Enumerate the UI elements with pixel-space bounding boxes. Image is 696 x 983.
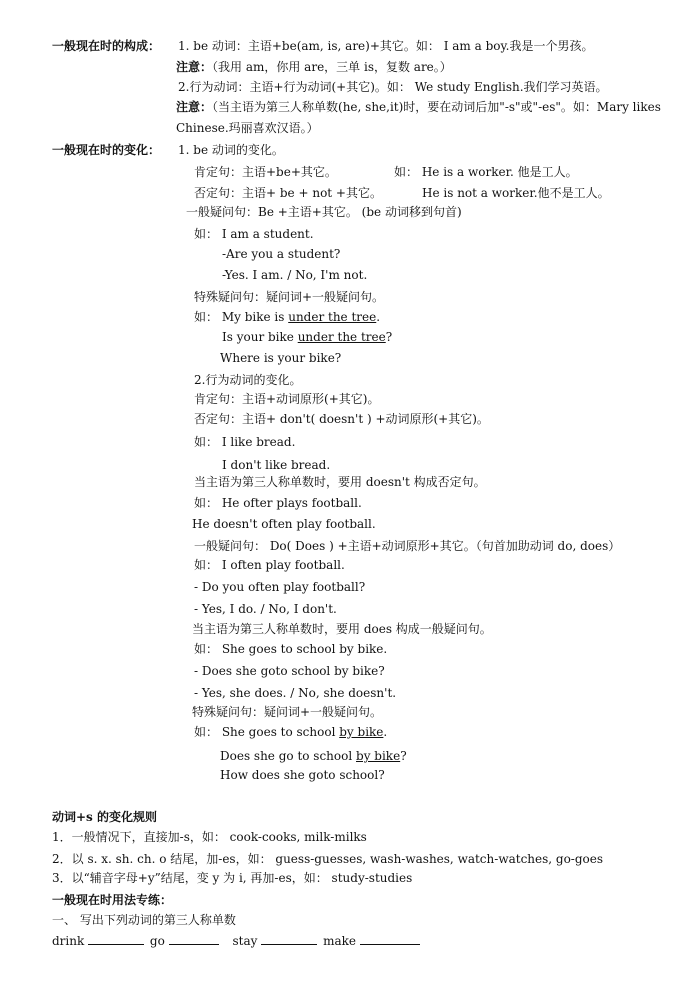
answer-blank[interactable] xyxy=(261,933,317,945)
example-line: Where is your bike? xyxy=(220,351,342,365)
negative-rule: 否定句：主语+ be + not +其它。 xyxy=(194,186,382,200)
example-text: 如： My bike is xyxy=(194,310,289,324)
answer-blank[interactable] xyxy=(360,933,420,945)
yes-no-question-rule: 一般疑问句：Be +主语+其它。 (be 动词移到句首) xyxy=(186,205,462,219)
negative-rule-2: 否定句：主语+ don't( doesn't ) +动词原形(+其它)。 xyxy=(194,412,489,426)
note-line-1 xyxy=(176,59,452,75)
example-line: - Yes, she does. / No, she doesn't. xyxy=(194,686,397,700)
example-line xyxy=(194,724,387,740)
wh-question-rule-2: 特殊疑问句：疑问词+一般疑问句。 xyxy=(192,705,383,719)
example-punct: . xyxy=(383,725,388,739)
example-line: 如： I like bread. xyxy=(194,435,296,449)
exercise-instruction: 一、 写出下列动词的第三人称单数 xyxy=(52,913,236,927)
example-line xyxy=(222,329,392,345)
example-line: - Yes, I do. / No, I don't. xyxy=(194,602,337,616)
example-line: 如： He ofter plays football. xyxy=(194,496,362,510)
note-label: 注意： xyxy=(176,60,213,74)
section-heading-s-rules: 动词+s 的变化规则 xyxy=(52,810,157,824)
section-heading-changes: 一般现在时的变化： xyxy=(52,143,161,157)
exercise-row xyxy=(52,933,420,949)
negative-example: He is not a worker.他不是工人。 xyxy=(422,186,610,200)
example-text: 如： She goes to school xyxy=(194,725,340,739)
wh-question-rule: 特殊疑问句：疑问词+一般疑问句。 xyxy=(194,290,385,304)
answer-blank[interactable] xyxy=(88,933,144,945)
answer-blank[interactable] xyxy=(169,933,219,945)
word-stay: stay xyxy=(232,934,258,948)
section-heading-practice: 一般现在时用法专练： xyxy=(52,893,173,907)
rule-item: 2．以 s. x. sh. ch. o 结尾，加-es，如： guess-guesses, wash-washes, watch-watches, go-goes xyxy=(52,852,604,866)
word-drink: drink xyxy=(52,934,85,948)
example-line: 如： She goes to school by bike. xyxy=(194,642,388,656)
example-line xyxy=(220,748,407,764)
example-line: 如： I often play football. xyxy=(194,558,345,572)
yes-no-question-rule-2: 一般疑问句： Do( Does ) +主语+动词原形+其它。（句首加助动词 do, does） xyxy=(194,539,621,553)
word-make: make xyxy=(323,934,356,948)
underlined-phrase: by bike xyxy=(339,725,384,739)
example-line: - Does she goto school by bike? xyxy=(194,664,385,678)
example-line: -Yes. I am. / No, I'm not. xyxy=(222,268,368,282)
note-line-2-continued: Chinese.玛丽喜欢汉语。） xyxy=(176,121,319,135)
be-verb-change-title: 1. be 动词的变化。 xyxy=(178,143,284,157)
example-punct: ? xyxy=(400,749,407,763)
rule-item: 1．一般情况下，直接加-s，如： cook-cooks, milk-milks xyxy=(52,830,367,844)
example-line: 如： I am a student. xyxy=(194,227,314,241)
example-line: He doesn't often play football. xyxy=(192,517,376,531)
example-punct: . xyxy=(376,310,381,324)
affirmative-example: 如： He is a worker. 他是工人。 xyxy=(394,165,578,179)
underlined-phrase: under the tree xyxy=(297,330,386,344)
third-person-question-note: 当主语为第三人称单数时，要用 does 构成一般疑问句。 xyxy=(192,622,492,636)
action-verb-rule: 2.行为动词：主语+行为动词(+其它)。如： We study English.我们学习英语。 xyxy=(178,80,608,94)
note-text: （当主语为第三人称单数(he, she,it)时，要在动词后加"-s"或"-es"。如：Mary likes xyxy=(212,100,661,114)
underlined-phrase: under the tree xyxy=(288,310,377,324)
example-line: How does she goto school? xyxy=(220,768,385,782)
rule-item: 3．以“辅音字母+y”结尾，变 y 为 i, 再加-es，如： study-studies xyxy=(52,871,413,885)
example-punct: ? xyxy=(385,330,393,344)
note-line-2 xyxy=(176,99,661,115)
note-label: 注意： xyxy=(176,100,213,114)
example-line: I don't like bread. xyxy=(222,458,331,472)
affirmative-rule-2: 肯定句：主语+动词原形(+其它)。 xyxy=(194,392,380,406)
be-verb-rule: 1. be 动词：主语+be(am, is, are)+其它。如： I am a boy.我是一个男孩。 xyxy=(178,39,594,53)
action-verb-change-title: 2.行为动词的变化。 xyxy=(194,373,302,387)
example-text: Is your bike xyxy=(222,330,298,344)
section-heading-formation: 一般现在时的构成： xyxy=(52,39,161,53)
example-line: - Do you often play football? xyxy=(194,580,366,594)
note-text: （我用 am，你用 are，三单 is，复数 are。） xyxy=(212,60,452,74)
example-line xyxy=(194,309,380,325)
affirmative-rule: 肯定句：主语+be+其它。 xyxy=(194,165,337,179)
example-text: Does she go to school xyxy=(220,749,357,763)
example-line: -Are you a student? xyxy=(222,247,341,261)
third-person-negative-note: 当主语为第三人称单数时，要用 doesn't 构成否定句。 xyxy=(194,475,486,489)
underlined-phrase: by bike xyxy=(356,749,401,763)
word-go: go xyxy=(149,934,165,948)
